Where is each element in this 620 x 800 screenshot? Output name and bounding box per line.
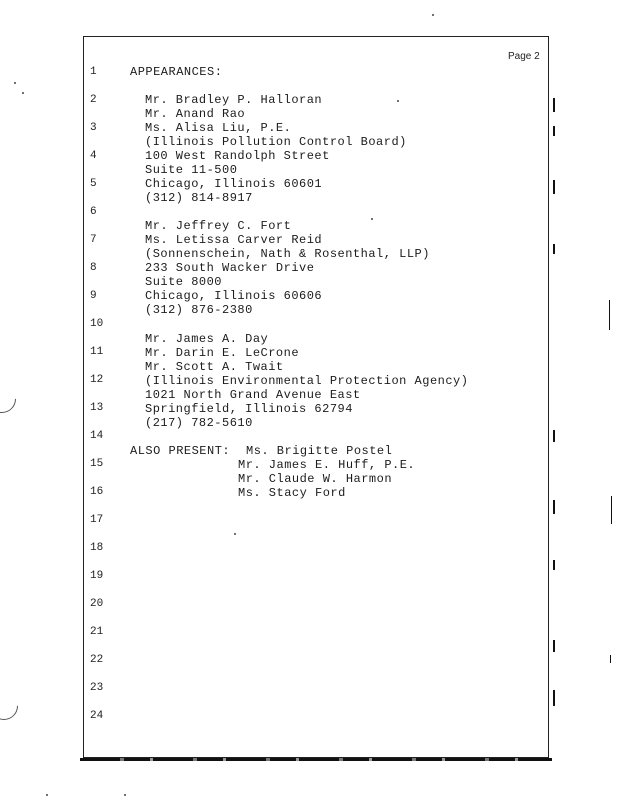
also-present-name: Mr. James E. Huff, P.E. xyxy=(238,458,416,472)
scan-speck xyxy=(397,100,399,102)
appearance-line: (Sonnenschein, Nath & Rosenthal, LLP) xyxy=(145,247,430,261)
scan-mark xyxy=(610,655,611,663)
appearances-heading: APPEARANCES: xyxy=(130,65,223,79)
appearance-line: Suite 8000 xyxy=(145,275,223,289)
scan-mark xyxy=(553,430,555,442)
line-number: 13 xyxy=(90,402,104,414)
line-number: 24 xyxy=(90,710,104,722)
line-number: 18 xyxy=(90,542,104,554)
appearance-line: 100 West Randolph Street xyxy=(145,149,330,163)
appearance-line: 233 South Wacker Drive xyxy=(145,261,315,275)
scan-mark xyxy=(553,500,555,514)
line-number: 7 xyxy=(90,234,97,246)
line-number: 21 xyxy=(90,626,104,638)
line-number: 8 xyxy=(90,262,97,274)
binder-hole-mark xyxy=(0,379,22,419)
scan-speck xyxy=(46,794,48,796)
appearance-line: (Illinois Environmental Protection Agency) xyxy=(145,374,469,388)
line-number: 6 xyxy=(90,206,97,218)
scan-mark xyxy=(553,180,555,194)
line-number: 10 xyxy=(90,318,104,330)
line-number: 14 xyxy=(90,430,104,442)
scan-speck xyxy=(22,92,24,94)
appearance-line: Mr. Anand Rao xyxy=(145,107,246,121)
scan-mark xyxy=(553,640,555,652)
line-number: 4 xyxy=(90,150,97,162)
appearance-line: (Illinois Pollution Control Board) xyxy=(145,135,407,149)
line-number: 16 xyxy=(90,486,104,498)
also-present-name: Ms. Stacy Ford xyxy=(238,486,346,500)
appearance-line: Chicago, Illinois 60606 xyxy=(145,289,323,303)
appearance-line: Ms. Alisa Liu, P.E. xyxy=(145,121,292,135)
page-bottom-rule xyxy=(80,758,552,761)
scan-mark xyxy=(553,98,555,112)
also-present-label: ALSO PRESENT: xyxy=(130,444,231,458)
line-number: 20 xyxy=(90,598,104,610)
scan-speck xyxy=(14,82,16,84)
line-number: 17 xyxy=(90,514,104,526)
scan-speck xyxy=(234,533,236,535)
scan-mark xyxy=(553,244,555,254)
appearance-line: (312) 814-8917 xyxy=(145,191,253,205)
line-number: 11 xyxy=(90,346,104,358)
line-number: 2 xyxy=(90,94,97,106)
line-number: 23 xyxy=(90,682,104,694)
line-number: 15 xyxy=(90,458,104,470)
line-number: 1 xyxy=(90,66,97,78)
appearance-line: Mr. Scott A. Twait xyxy=(145,360,284,374)
appearance-line: Suite 11-500 xyxy=(145,163,238,177)
scan-speck xyxy=(432,14,434,16)
appearance-line: Springfield, Illinois 62794 xyxy=(145,402,353,416)
appearance-line: Mr. James A. Day xyxy=(145,332,269,346)
line-number: 9 xyxy=(90,290,97,302)
line-number: 5 xyxy=(90,178,97,190)
appearance-line: Mr. Bradley P. Halloran xyxy=(145,93,323,107)
line-number: 3 xyxy=(90,122,97,134)
appearance-line: Mr. Darin E. LeCrone xyxy=(145,346,300,360)
scan-speck xyxy=(371,218,373,220)
appearance-line: Mr. Jeffrey C. Fort xyxy=(145,219,292,233)
scan-mark xyxy=(553,126,555,136)
line-number: 22 xyxy=(90,654,104,666)
appearance-line: Ms. Letissa Carver Reid xyxy=(145,233,323,247)
appearance-line: 1021 North Grand Avenue East xyxy=(145,388,361,402)
also-present-name: Ms. Brigitte Postel xyxy=(246,444,393,458)
appearance-line: Chicago, Illinois 60601 xyxy=(145,177,323,191)
scan-mark xyxy=(553,690,555,706)
scan-mark xyxy=(611,496,612,524)
also-present-name: Mr. Claude W. Harmon xyxy=(238,472,393,486)
page-number-label: Page 2 xyxy=(508,51,540,62)
scan-mark xyxy=(553,560,555,570)
binder-hole-mark xyxy=(0,686,24,726)
appearance-line: (217) 782-5610 xyxy=(145,416,253,430)
scan-mark xyxy=(609,300,610,330)
line-number: 19 xyxy=(90,570,104,582)
appearance-line: (312) 876-2380 xyxy=(145,303,253,317)
line-number: 12 xyxy=(90,374,104,386)
scan-speck xyxy=(124,794,126,796)
